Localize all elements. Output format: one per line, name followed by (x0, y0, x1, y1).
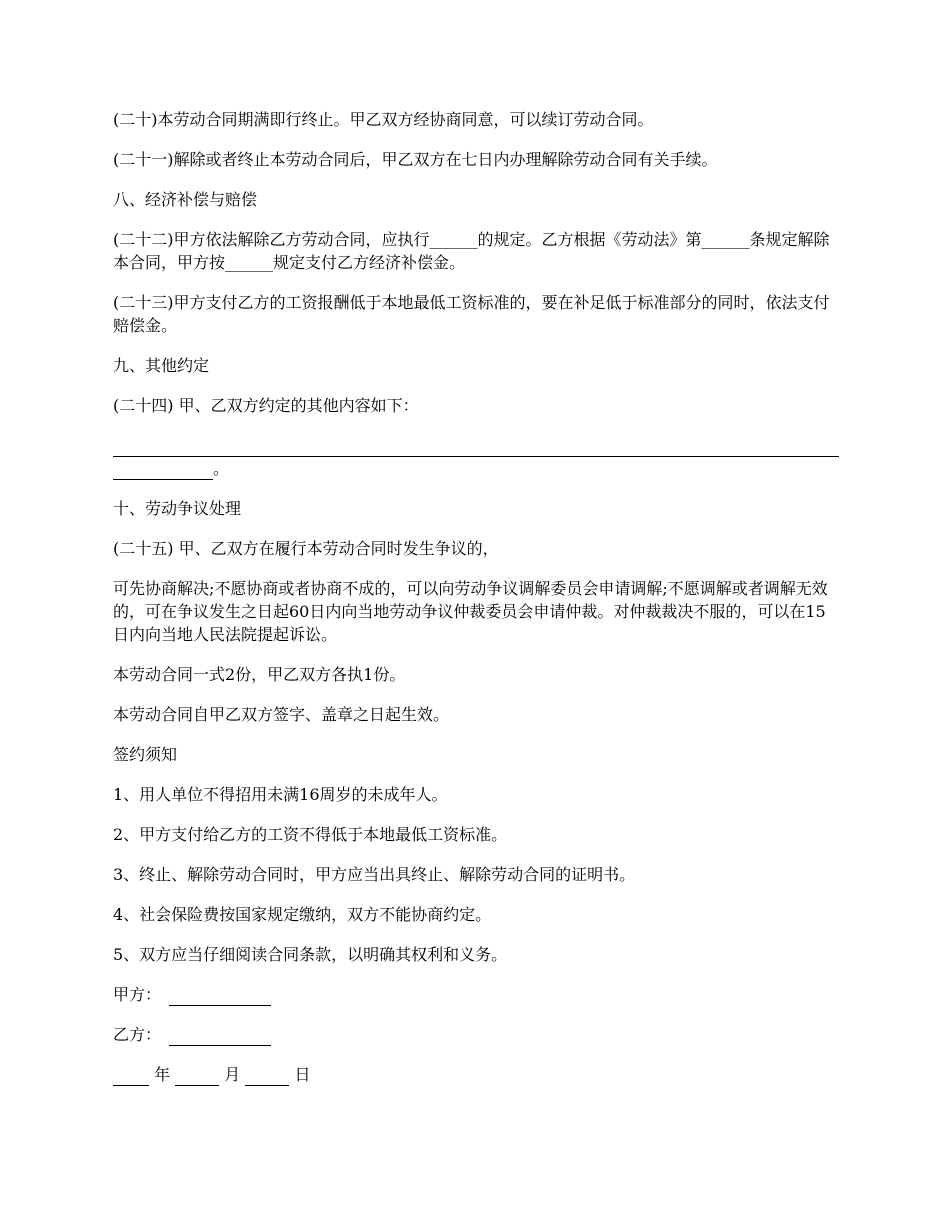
notice-item: 3、终止、解除劳动合同时，甲方应当出具终止、解除劳动合同的证明书。 (113, 865, 636, 884)
month-label: 月 (224, 1065, 241, 1084)
clause-25-detail: 可先协商解决;不愿协商或者协商不成的，可以向劳动争议调解委员会申请调解;不愿调解或者调解无效的，可在争议发生之日起60日内向当地劳动争议仲裁委员会申请仲裁。对仲裁裁决不服的，可以在15日内向当地人民法院提起诉讼。 (113, 579, 828, 644)
notice-title: 签约须知 (113, 745, 178, 764)
document-page (113, 108, 839, 1103)
clause-23: (二十三)甲方支付乙方的工资报酬低于本地最低工资标准的，要在补足低于标准部分的同时，依法支付赔偿金。 (113, 293, 830, 335)
clause-24: (二十四) 甲、乙双方约定的其他内容如下： (113, 396, 419, 415)
fill-in-line-short (113, 460, 213, 480)
party-a-signature (113, 983, 839, 1006)
year-label: 年 (154, 1065, 171, 1084)
section-heading-8: 八、经济补偿与赔偿 (113, 190, 258, 209)
notice-item: 4、社会保险费按国家规定缴纳，双方不能协商约定。 (113, 905, 492, 924)
month-blank (175, 1066, 219, 1086)
year-blank (113, 1066, 149, 1086)
day-label: 日 (294, 1065, 311, 1084)
clause-24-period: 。 (213, 459, 230, 478)
notice-item: 2、甲方支付给乙方的工资不得低于本地最低工资标准。 (113, 825, 508, 844)
effective-statement: 本劳动合同自甲乙双方签字、盖章之日起生效。 (113, 705, 450, 724)
party-a-signature-line (169, 986, 271, 1006)
signing-date (113, 1063, 839, 1086)
clause-20: (二十)本劳动合同期满即行终止。甲乙双方经协商同意，可以续订劳动合同。 (113, 110, 654, 129)
party-a-label: 甲方： (113, 985, 162, 1004)
clause-22: (二十二)甲方依法解除乙方劳动合同，应执行______的规定。乙方根据《劳动法》第______条规定解除本合同，甲方按______规定支付乙方经济补偿金。 (113, 230, 830, 272)
fill-in-line (113, 434, 839, 457)
section-heading-10: 十、劳动争议处理 (113, 499, 242, 518)
party-b-label: 乙方： (113, 1025, 162, 1044)
notice-item: 5、双方应当仔细阅读合同条款，以明确其权利和义务。 (113, 945, 508, 964)
other-terms-blank (113, 434, 839, 480)
fill-in-line-end (113, 457, 839, 480)
section-heading-9: 九、其他约定 (113, 356, 210, 375)
day-blank (245, 1066, 289, 1086)
party-b-signature (113, 1023, 839, 1046)
clause-21: (二十一)解除或者终止本劳动合同后，甲乙双方在七日内办理解除劳动合同有关手续。 (113, 150, 718, 169)
party-b-signature-line (169, 1026, 271, 1046)
clause-25: (二十五) 甲、乙双方在履行本劳动合同时发生争议的， (113, 539, 499, 558)
notice-item: 1、用人单位不得招用未满16周岁的未成年人。 (113, 785, 448, 804)
copies-statement: 本劳动合同一式2份，甲乙双方各执1份。 (113, 665, 406, 684)
